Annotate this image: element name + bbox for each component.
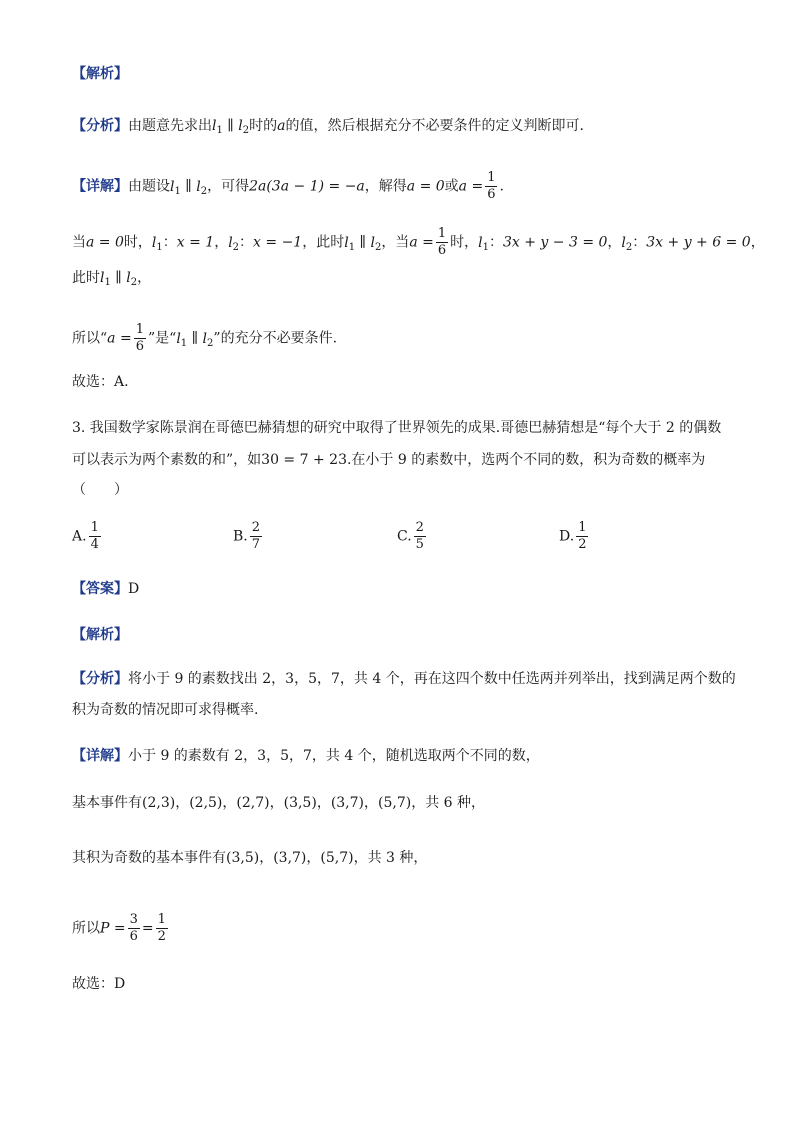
text: 此时 <box>72 270 100 286</box>
pair: (5,7) <box>320 850 354 866</box>
equation: P = <box>100 920 126 937</box>
math-l2: $l_2$ <box>621 234 633 253</box>
text: 当 <box>72 234 86 251</box>
section-heading-analysis: 【解析】 <box>72 66 128 82</box>
text: 由题意先求出 <box>128 118 212 134</box>
equation: x = −1 <box>253 234 303 251</box>
question-text-line-1: 3. 我国数学家陈景润在哥德巴赫猜想的研究中取得了世界领先的成果.哥德巴赫猜想是“每个大于 2 的偶数 <box>72 420 722 436</box>
text: ，共 6 种， <box>411 795 486 811</box>
option-label: A. <box>72 528 87 545</box>
analysis-paragraph-cont: 积为奇数的情况即可求得概率. <box>72 702 259 718</box>
text: 时， <box>450 234 479 251</box>
math-l1: $l_1$ <box>100 270 111 288</box>
pair: (2,7) <box>236 795 270 811</box>
answer-tag: 【答案】 <box>72 581 128 597</box>
pair: (3,7) <box>330 795 365 811</box>
detail-paragraph <box>72 746 540 766</box>
text: ，可得 <box>207 178 250 195</box>
fraction: $\frac{1}{2}$ <box>578 520 587 552</box>
fraction: $\frac{1}{2}$ <box>157 912 166 944</box>
pair: (3,7) <box>273 850 307 866</box>
parallel-symbol: ∥ <box>187 330 203 347</box>
fraction: $\frac{1}{6}$ <box>487 170 496 202</box>
option-label: D. <box>559 528 575 545</box>
text: 其积为奇数的基本事件有 <box>72 850 226 866</box>
text: ： <box>488 234 503 251</box>
detail-paragraph <box>72 170 504 203</box>
pair: (5,7) <box>378 795 412 811</box>
equation: 3x + y + 6 = 0 <box>646 234 751 251</box>
text: 所以 <box>72 920 100 937</box>
pair: (2,5) <box>189 795 223 811</box>
text: 或 <box>444 178 459 195</box>
separator: ， <box>222 795 237 811</box>
parallel-symbol: ∥ <box>180 178 197 195</box>
basic-events-line <box>72 793 485 813</box>
text: ， <box>137 270 152 286</box>
answer-value: D <box>128 581 140 597</box>
math-l2: $l_2$ <box>202 330 214 349</box>
text: 基本事件有 <box>72 795 142 811</box>
math-l2: $l_2$ <box>196 178 208 197</box>
section-heading-analysis: 【解析】 <box>72 627 128 643</box>
separator: ， <box>175 795 190 811</box>
text: ，解得 <box>364 178 407 195</box>
math-l2: $l_2$ <box>370 234 382 253</box>
text: 由题设 <box>128 178 170 195</box>
text: ， <box>607 234 622 251</box>
answer-line <box>72 579 139 599</box>
math-l2: $l_2$ <box>126 270 138 288</box>
text: ： <box>239 234 254 251</box>
fraction: $\frac{2}{7}$ <box>251 520 261 552</box>
option-d <box>559 520 590 553</box>
analysis-tag: 【分析】 <box>72 671 128 687</box>
text: ： <box>632 234 647 251</box>
separator: ， <box>316 795 331 811</box>
text: ”的充分不必要条件. <box>213 330 338 347</box>
choice-result: 故选：D <box>72 976 126 992</box>
detail-tag: 【详解】 <box>72 178 128 195</box>
option-label: B. <box>233 528 248 545</box>
fraction: $\frac{1}{6}$ <box>135 322 144 354</box>
separator: ， <box>269 795 284 811</box>
analysis-paragraph <box>72 116 584 141</box>
text: 时的 <box>249 118 278 134</box>
text: 小于 9 的素数有 2，3，5，7，共 4 个，随机选取两个不同的数， <box>128 748 540 764</box>
odd-events-line <box>72 848 427 868</box>
text: ，当 <box>381 234 410 251</box>
separator: ， <box>364 795 379 811</box>
analysis-tag: 【分析】 <box>72 118 128 134</box>
equation: 3x + y − 3 = 0 <box>502 234 608 251</box>
math-l1: $l_1$ <box>212 118 223 136</box>
fraction: $\frac{1}{4}$ <box>90 520 99 552</box>
separator: ， <box>259 850 274 866</box>
option-label: C. <box>397 528 412 545</box>
separator: ， <box>306 850 321 866</box>
case-line <box>72 226 765 259</box>
parallel-symbol: ∥ <box>355 234 371 251</box>
choice-result: 故选：A. <box>72 374 129 390</box>
question-text-line-2 <box>72 450 705 470</box>
text: 将小于 9 的素数找出 2，3，5，7，共 4 个，再在这四个数中任选两并列举出，找到满足两个数的 <box>128 671 736 687</box>
equation: a = <box>107 330 132 347</box>
question-bracket: （ ） <box>72 482 128 498</box>
text: 可以表示为两个素数的和”，如 <box>72 452 262 468</box>
equation: a = <box>409 234 434 251</box>
math-l1: $l_1$ <box>170 178 181 197</box>
equation: 30 = 7 + 23 <box>261 452 347 468</box>
text: .在小于 9 的素数中，选两个不同的数，积为奇数的概率为 <box>346 452 706 468</box>
option-c <box>397 520 428 553</box>
option-b <box>233 520 264 553</box>
text: ： <box>162 234 177 251</box>
conclusion-line <box>72 268 151 293</box>
summary-line <box>72 322 337 355</box>
equation: x = 1 <box>176 234 215 251</box>
text: . <box>499 178 504 195</box>
text: 所以“ <box>72 330 108 347</box>
text: 的值，然后根据充分不必要条件的定义判断即可. <box>285 118 584 134</box>
probability-line <box>72 912 170 945</box>
text: ， <box>214 234 229 251</box>
text: 时， <box>123 234 152 251</box>
parallel-symbol: ∥ <box>222 118 239 134</box>
equation: a = 0 <box>406 178 445 195</box>
option-a <box>72 520 103 553</box>
detail-tag: 【详解】 <box>72 748 128 764</box>
math-l1: $l_1$ <box>344 234 356 253</box>
analysis-paragraph <box>72 669 736 689</box>
math-l1: $l_1$ <box>478 234 489 253</box>
pair: (3,5) <box>283 795 317 811</box>
text: ”是“ <box>147 330 177 347</box>
pair: (2,3) <box>142 795 176 811</box>
math-l1: $l_1$ <box>176 330 188 349</box>
text: ，共 3 种， <box>353 850 428 866</box>
equation: 2a(3a − 1) = −a <box>249 178 365 195</box>
math-l2: $l_2$ <box>228 234 240 253</box>
pair: (3,5) <box>226 850 260 866</box>
math-l2: $l_2$ <box>238 118 250 136</box>
text: ，此时 <box>302 234 345 251</box>
parallel-symbol: ∥ <box>110 270 127 286</box>
equals-sign: = <box>141 920 154 937</box>
equation: a = <box>458 178 484 195</box>
fraction: $\frac{1}{6}$ <box>437 226 447 258</box>
fraction: $\frac{2}{5}$ <box>415 520 424 552</box>
math-a: a <box>277 118 286 134</box>
math-l1: $l_1$ <box>151 234 163 253</box>
equation: a = 0 <box>86 234 124 251</box>
fraction: $\frac{3}{6}$ <box>129 912 138 944</box>
text: ， <box>750 234 765 251</box>
